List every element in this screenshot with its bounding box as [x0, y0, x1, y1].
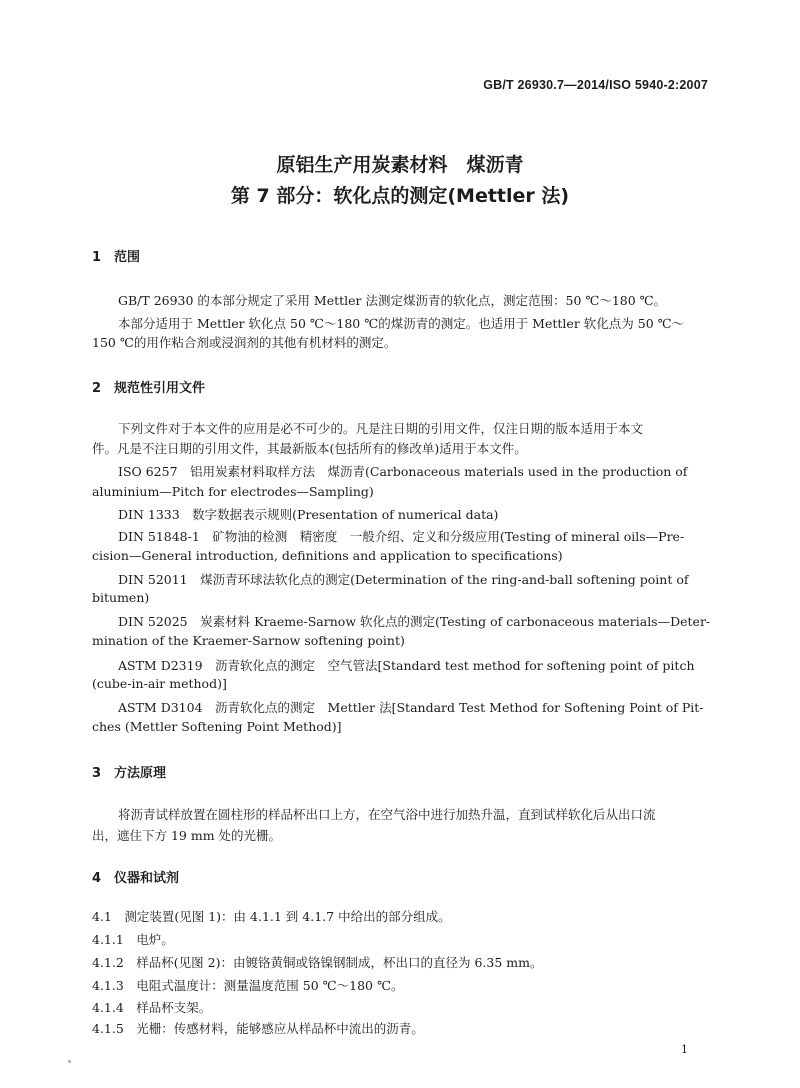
clause-item: 4.1.2 样品杯(见图 2)：由镀铬黄铜或铬镍钢制成，杯出口的直径为 6.35 mm。 — [92, 955, 543, 970]
paragraph: GB/T 26930 的本部分规定了采用 Mettler 法测定煤沥青的软化点，测定范围：50 ℃～180 ℃。 — [118, 293, 667, 308]
reference-entry-continuation: aluminium—Pitch for electrodes—Sampling) — [92, 484, 374, 499]
document-title-line2: 第 7 部分：软化点的测定(Mettler 法) — [230, 185, 570, 207]
section-number: 3 — [92, 766, 102, 781]
clause-item: 4.1 测定装置(见图 1)：由 4.1.1 到 4.1.7 中给出的部分组成。 — [92, 909, 451, 924]
section-number: 1 — [92, 250, 102, 265]
reference-entry: ASTM D3104 沥青软化点的测定 Mettler 法[Standard Test Method for Softening Point of Pit- — [118, 700, 704, 715]
section-number: 4 — [92, 871, 102, 886]
paragraph: 本部分适用于 Mettler 软化点 50 ℃～180 ℃的煤沥青的测定。也适用于 Mettler 软化点为 50 ℃～ — [118, 316, 685, 331]
section-title: 方法原理 — [114, 766, 167, 781]
clause-item: 4.1.4 样品杯支架。 — [92, 1000, 212, 1015]
reference-entry-continuation: mination of the Kraemer-Sarnow softening point) — [92, 633, 405, 648]
reference-entry-continuation: cision—General introduction, definitions and application to specifications) — [92, 548, 563, 563]
paragraph-continuation: 件。凡是不注日期的引用文件，其最新版本(包括所有的修改单)适用于本文件。 — [92, 441, 527, 456]
clause-item: 4.1.5 光栅：传感材料，能够感应从样品杯中流出的沥青。 — [92, 1021, 424, 1036]
section-title: 规范性引用文件 — [114, 381, 206, 396]
section-4-heading — [92, 867, 179, 886]
reference-entry: DIN 51848-1 矿物油的检测 精密度 一般介绍、定义和分级应用(Testing of mineral oils—Pre- — [118, 529, 685, 544]
paragraph-continuation: 150 ℃的用作粘合剂或浸润剂的其他有机材料的测定。 — [92, 335, 397, 350]
section-title: 仪器和试剂 — [114, 871, 180, 886]
paragraph-continuation: 出，遮住下方 19 mm 处的光栅。 — [92, 828, 282, 843]
reference-entry: DIN 1333 数字数据表示规则(Presentation of numerical data) — [118, 507, 499, 522]
section-1-heading — [92, 246, 140, 265]
document-title-line1: 原铝生产用炭素材料 煤沥青 — [276, 154, 524, 176]
page-number: 1 — [681, 1043, 688, 1056]
reference-entry: DIN 52011 煤沥青环球法软化点的测定(Determination of the ring-and-ball softening point of — [118, 572, 689, 587]
reference-entry: ASTM D2319 沥青软化点的测定 空气管法[Standard test method for softening point of pitch — [118, 658, 695, 673]
reference-entry-continuation: bitumen) — [92, 590, 150, 605]
reference-entry: DIN 52025 炭素材料 Kraeme-Sarnow 软化点的测定(Testing of carbonaceous materials—Deter- — [118, 614, 711, 629]
standard-number: GB/T 26930.7—2014/ISO 5940-2:2007 — [483, 78, 708, 92]
reference-entry-continuation: (cube-in-air method)] — [92, 676, 227, 691]
section-2-heading — [92, 377, 205, 396]
reference-entry: ISO 6257 铝用炭素材料取样方法 煤沥青(Carbonaceous materials used in the production of — [118, 464, 688, 479]
section-title: 范围 — [114, 250, 141, 265]
section-number: 2 — [92, 381, 102, 396]
reference-entry-continuation: ches (Mettler Softening Point Method)] — [92, 719, 342, 734]
clause-item: 4.1.3 电阻式温度计：测量温度范围 50 ℃～180 ℃。 — [92, 978, 404, 993]
section-3-heading — [92, 762, 166, 781]
paragraph: 将沥青试样放置在圆柱形的样品杯出口上方，在空气浴中进行加热升温，直到试样软化后从出口流 — [118, 807, 656, 822]
paragraph: 下列文件对于本文件的应用是必不可少的。凡是注日期的引用文件，仅注日期的版本适用于本文 — [118, 421, 644, 436]
scan-speck — [68, 1060, 71, 1063]
clause-item: 4.1.1 电炉。 — [92, 932, 174, 947]
